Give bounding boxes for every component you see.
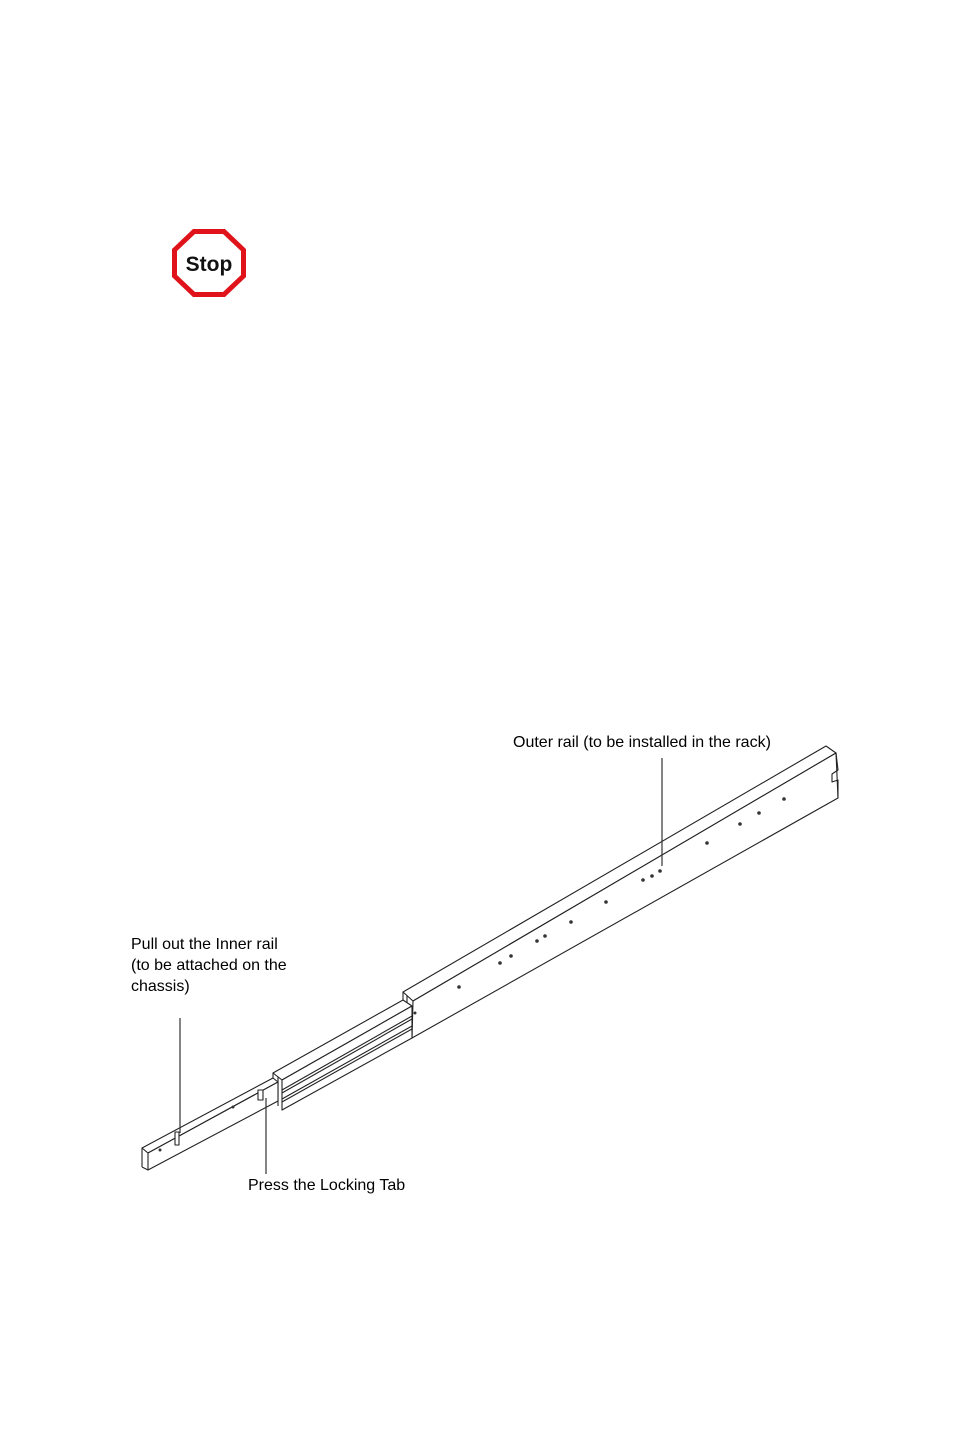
inner-rail-slot — [175, 1132, 179, 1145]
outer-rail-label: Outer rail (to be installed in the rack) — [513, 734, 771, 751]
middle-rail-groove-2 — [282, 1019, 412, 1093]
middle-rail-groove-1 — [282, 1016, 412, 1090]
inner-rail-front-edge-2 — [142, 1167, 148, 1170]
stop-sign-text: Stop — [185, 253, 233, 276]
locking-tab — [258, 1090, 263, 1100]
inner-rail-top — [142, 1078, 278, 1153]
inner-rail-label: Pull out the Inner rail (to be attached on the chassis) — [131, 936, 287, 995]
stop-sign-icon — [171, 228, 247, 298]
outer-rail-top-flange — [403, 746, 836, 1001]
outer-rail-face — [412, 753, 838, 1038]
locking-tab-label: Press the Locking Tab — [248, 1177, 406, 1194]
